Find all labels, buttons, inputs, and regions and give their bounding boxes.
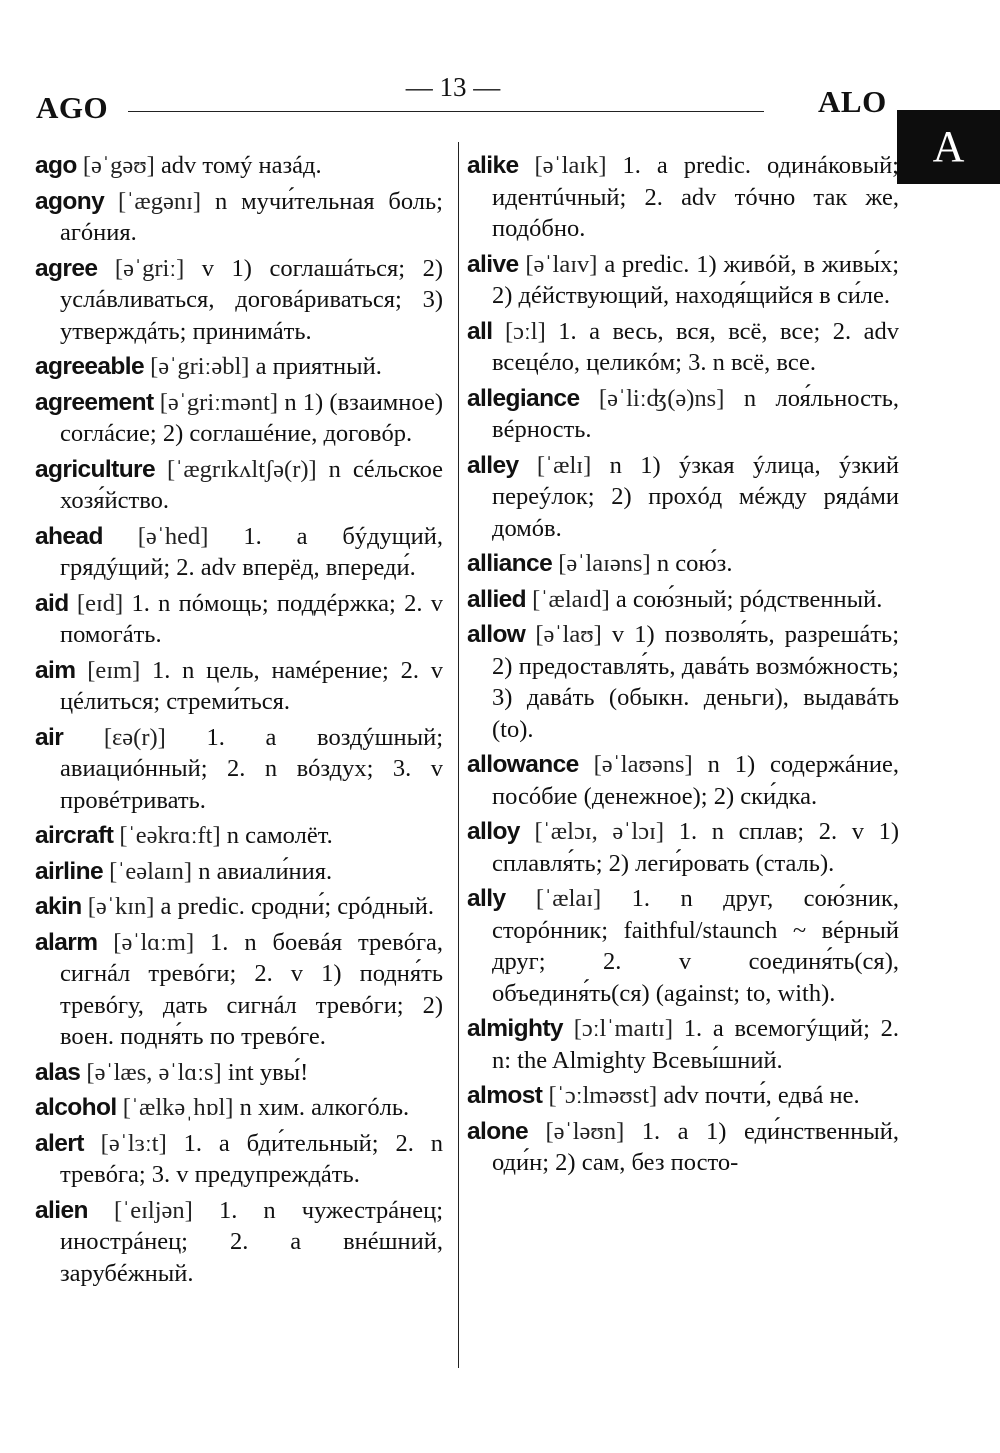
dictionary-entry: [467, 249, 899, 312]
thumb-index-tab: A: [897, 110, 1000, 184]
definition: 1. n друг, сою́зник, сторóнник; faithful/staunch ~ вéрный друг; 2. v соединя́ть(ся), объединя́ть(ся) (against; to, with).: [492, 885, 899, 1007]
headword: ally: [467, 885, 506, 912]
definition: n 1) содержáние, посóбие (денежное); 2) ски́дка.: [492, 751, 899, 810]
dictionary-entry: [35, 927, 443, 1053]
definition: n мучи́тельная боль; агóния.: [60, 187, 443, 246]
dictionary-entry: [35, 588, 443, 651]
pronunciation: [əˈkɪn]: [87, 893, 155, 920]
pronunciation: [ˈeəlaɪn]: [109, 857, 193, 885]
pronunciation: [ˈælɪ]: [536, 451, 592, 479]
pronunciation: [əˈlaɪk]: [534, 152, 607, 179]
headword: alloy: [467, 818, 520, 845]
headword: agony: [35, 187, 105, 215]
definition: n самолёт.: [226, 822, 333, 849]
left-column: [35, 150, 443, 1293]
definition: adv почти́, едвá не.: [663, 1082, 860, 1109]
definition: v 1) соглашáться; 2) услáвливаться, договáриваться; 3) утверждáть; принимáть.: [60, 254, 444, 345]
pronunciation: [əˈlaʊ]: [535, 621, 602, 648]
definition: 1. a predic. одинáковый; идентúчный; 2. adv тóчно так же, подóбно.: [492, 152, 899, 242]
dictionary-entry: [35, 1092, 443, 1124]
headword: air: [35, 723, 64, 751]
left-guide-word: AGO: [36, 90, 109, 125]
definition: int увы́!: [227, 1058, 309, 1086]
pronunciation: [ˈeɪljən]: [113, 1196, 193, 1224]
page-number: — 13 —: [405, 72, 501, 102]
definition: n 1) (взаимное) соглáсие; 2) соглашéние, договóр.: [60, 388, 444, 447]
dictionary-entry: [35, 387, 443, 450]
headword: allied: [467, 585, 527, 613]
headword: alien: [35, 1196, 88, 1224]
headword: agree: [35, 254, 98, 282]
column-divider: [458, 142, 459, 1368]
headword: aid: [35, 589, 69, 617]
headword: almost: [467, 1082, 543, 1109]
headword: ago: [35, 152, 77, 179]
definition: 1. a всемогýщий; 2. n: the Almighty Всевы́шний.: [492, 1015, 899, 1074]
right-column: [467, 150, 899, 1183]
dictionary-entry: [35, 891, 443, 923]
dictionary-entry: [467, 150, 899, 245]
dictionary-entry: [35, 186, 443, 249]
dictionary-entry: [35, 1128, 443, 1191]
definition: 1. n пóмощь; поддéржка; 2. v помогáть.: [60, 589, 443, 648]
headword: alas: [35, 1058, 81, 1086]
pronunciation: [ɛə(r)]: [103, 723, 166, 751]
headword: alone: [467, 1117, 528, 1145]
pronunciation: [əˈləʊn]: [545, 1117, 625, 1145]
headword: alive: [467, 250, 519, 278]
headword: agriculture: [35, 455, 156, 483]
dictionary-entry: [467, 316, 899, 379]
dictionary-entry: [35, 253, 443, 348]
definition: a predic. 1) живóй, в живы́х; 2) дéйствующий, находя́щийся в си́ле.: [492, 250, 899, 309]
headword: alarm: [35, 928, 98, 956]
pronunciation: [eɪd]: [76, 589, 124, 617]
pronunciation: [ˈægrɪkʌltʃə(r)]: [167, 455, 317, 483]
pronunciation: [ɔːl]: [504, 317, 546, 345]
headword: agreement: [35, 388, 154, 416]
pronunciation: [ˈælaɪ]: [535, 885, 602, 912]
pronunciation: [əˈgriːmənt]: [159, 388, 279, 416]
dictionary-entry: [35, 521, 443, 584]
definition: a приятный.: [255, 353, 382, 380]
pronunciation: [eɪm]: [87, 656, 141, 684]
definition: v 1) позволя́ть, разрешáть; 2) предоставля́ть, давáть возмóжность; 3) давáть (обыкн. деньги), выдавáть (to).: [492, 621, 900, 743]
pronunciation: [əˈlaʊəns]: [593, 751, 693, 778]
pronunciation: [əˈlæs, əˈlɑːs]: [86, 1058, 222, 1086]
headword: allegiance: [467, 384, 580, 412]
pronunciation: [əˈlaɪəns]: [558, 550, 651, 577]
definition: n 1) ýзкая ýлица, ýзкий переýлок; 2) прохóд мéжду рядáми домóв.: [492, 451, 900, 542]
dictionary-entry: [35, 722, 443, 817]
dictionary-entry: [467, 1080, 899, 1112]
headword: alliance: [467, 550, 553, 577]
headword: allowance: [467, 751, 579, 778]
headword: airline: [35, 857, 103, 885]
headword: aim: [35, 656, 76, 684]
dictionary-entry: [467, 450, 899, 545]
headword: alley: [467, 451, 519, 479]
definition: n авиали́ния.: [198, 857, 333, 885]
dictionary-entry: [467, 383, 899, 446]
pronunciation: [ˈælaɪd]: [532, 585, 610, 613]
dictionary-entry: [35, 454, 443, 517]
definition: 1. n чужестрáнец; инострáнец; 2. a внéшний, зарубéжный.: [60, 1196, 443, 1287]
dictionary-entry: [35, 150, 443, 182]
definition: 1. a весь, вся, всё, все; 2. adv всецéло, целикóм; 3. n всё, все.: [492, 317, 900, 376]
headword: all: [467, 317, 493, 345]
pronunciation: [ˈeəkrɑːft]: [119, 822, 221, 849]
dictionary-entry: [35, 1195, 443, 1290]
definition: n хим. алкогóль.: [239, 1094, 410, 1121]
dictionary-entry: [467, 548, 899, 580]
pronunciation: [əˈlɑːm]: [113, 928, 195, 956]
pronunciation: [əˈlɜːt]: [100, 1129, 167, 1157]
definition: n сéльское хозя́йство.: [60, 455, 444, 514]
headword: almighty: [467, 1015, 563, 1042]
pronunciation: [ˈælkəˌhɒl]: [122, 1094, 234, 1121]
headword: aircraft: [35, 822, 114, 849]
headword: akin: [35, 893, 82, 920]
headword: ahead: [35, 522, 103, 550]
right-guide-word: ALO: [818, 84, 887, 119]
definition: 1. n боевáя тревóга, сигнáл тревóги; 2. v 1) подня́ть тревóгу, дать сигнáл тревóги; 2) воен. подня́ть по тревóге.: [60, 928, 443, 1050]
definition: 1. a воздýшный; авиациóнный; 2. n вóздух; 3. v провéтривать.: [60, 723, 444, 814]
definition: n лоя́льность, вéрность.: [492, 384, 900, 443]
dictionary-entry: [467, 816, 899, 879]
pronunciation: [ˈɔːlməʊst]: [548, 1082, 658, 1109]
headword: alert: [35, 1129, 84, 1157]
definition: 1. a 1) еди́нственный, оди́н; 2) сам, без посто-: [492, 1117, 900, 1176]
dictionary-entry: [35, 351, 443, 383]
dictionary-entry: [35, 1057, 443, 1089]
headword: allow: [467, 621, 526, 648]
dictionary-entry: [467, 1116, 899, 1179]
definition: 1. n цель, намéрение; 2. v цéлиться; стреми́ться.: [60, 656, 443, 715]
pronunciation: [əˈgriːəbl]: [150, 353, 250, 380]
dictionary-entry: [467, 749, 899, 812]
dictionary-entry: [35, 856, 443, 888]
dictionary-entry: [35, 820, 443, 852]
definition: a сою́зный; рóдственный.: [615, 585, 883, 613]
dictionary-entry: [35, 655, 443, 718]
definition: 1. n сплав; 2. v 1) сплавля́ть; 2) леги́ровать (сталь).: [492, 818, 900, 877]
definition: 1. a бди́тельный; 2. n тревóга; 3. v предупреждáть.: [60, 1129, 444, 1188]
headword: alike: [467, 152, 519, 179]
pronunciation: [əˈgriː]: [114, 254, 185, 282]
pronunciation: [ɔːlˈmaɪtɪ]: [573, 1015, 674, 1042]
definition: adv томý назáд.: [160, 152, 322, 179]
pronunciation: [əˈliːʤ(ə)ns]: [598, 384, 725, 412]
pronunciation: [ˈælɔɪ, əˈlɔɪ]: [534, 818, 665, 845]
dictionary-entry: [467, 584, 899, 616]
dictionary-entry: [467, 619, 899, 745]
dictionary-entry: [467, 883, 899, 1009]
pronunciation: [əˈlaɪv]: [525, 250, 598, 278]
dictionary-entry: [467, 1013, 899, 1076]
definition: 1. a бýдущий, грядýщий; 2. adv вперёд, впереди́.: [60, 522, 443, 581]
definition: n сою́з.: [656, 550, 733, 577]
definition: a predic. сродни́; срóдный.: [160, 893, 434, 920]
pronunciation: [ˈægənɪ]: [118, 187, 202, 215]
headword: agreeable: [35, 353, 145, 380]
pronunciation: [əˈgəʊ]: [82, 152, 155, 179]
header-rule: [128, 111, 764, 112]
pronunciation: [əˈhed]: [137, 522, 209, 550]
headword: alcohol: [35, 1094, 117, 1121]
